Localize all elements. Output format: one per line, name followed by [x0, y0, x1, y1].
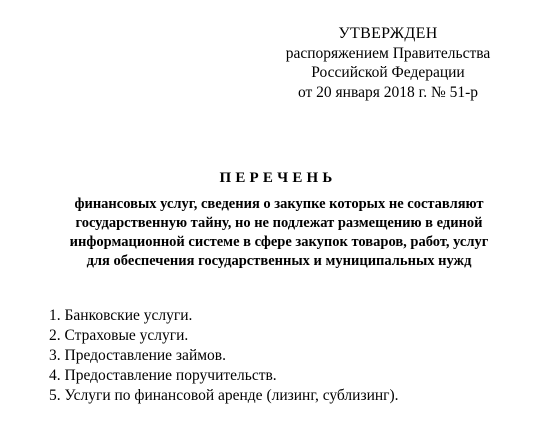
document-subject [20, 195, 538, 271]
list-item: 5. Услуги по финансовой аренде (лизинг, сублизинг). [49, 387, 399, 404]
list-item: 2. Страховые услуги. [49, 327, 189, 344]
subject-line: государственную тайну, но не подлежат размещению в единой [75, 215, 483, 231]
approval-line-1: распоряжением Правительства [285, 44, 491, 62]
subject-line: информационной системе в сфере закупок товаров, работ, услуг [69, 234, 489, 250]
approval-line-3: от 20 января 2018 г. № 51-р [297, 83, 479, 101]
list-item: 4. Предоставление поручительств. [49, 367, 277, 384]
subject-line: для обеспечения государственных и муниципальных нужд [86, 253, 472, 269]
approval-stamp: УТВЕРЖДЕН [338, 25, 438, 42]
approval-line-2: Российской Федерации [311, 64, 465, 81]
list-item: 3. Предоставление займов. [49, 347, 226, 364]
services-list [49, 306, 399, 406]
subject-line: финансовых услуг, сведения о закупке которых не составляют [74, 196, 484, 212]
approval-block [268, 24, 508, 102]
document-title: ПЕРЕЧЕНЬ [219, 170, 337, 186]
list-item: 1. Банковские услуги. [49, 307, 193, 324]
